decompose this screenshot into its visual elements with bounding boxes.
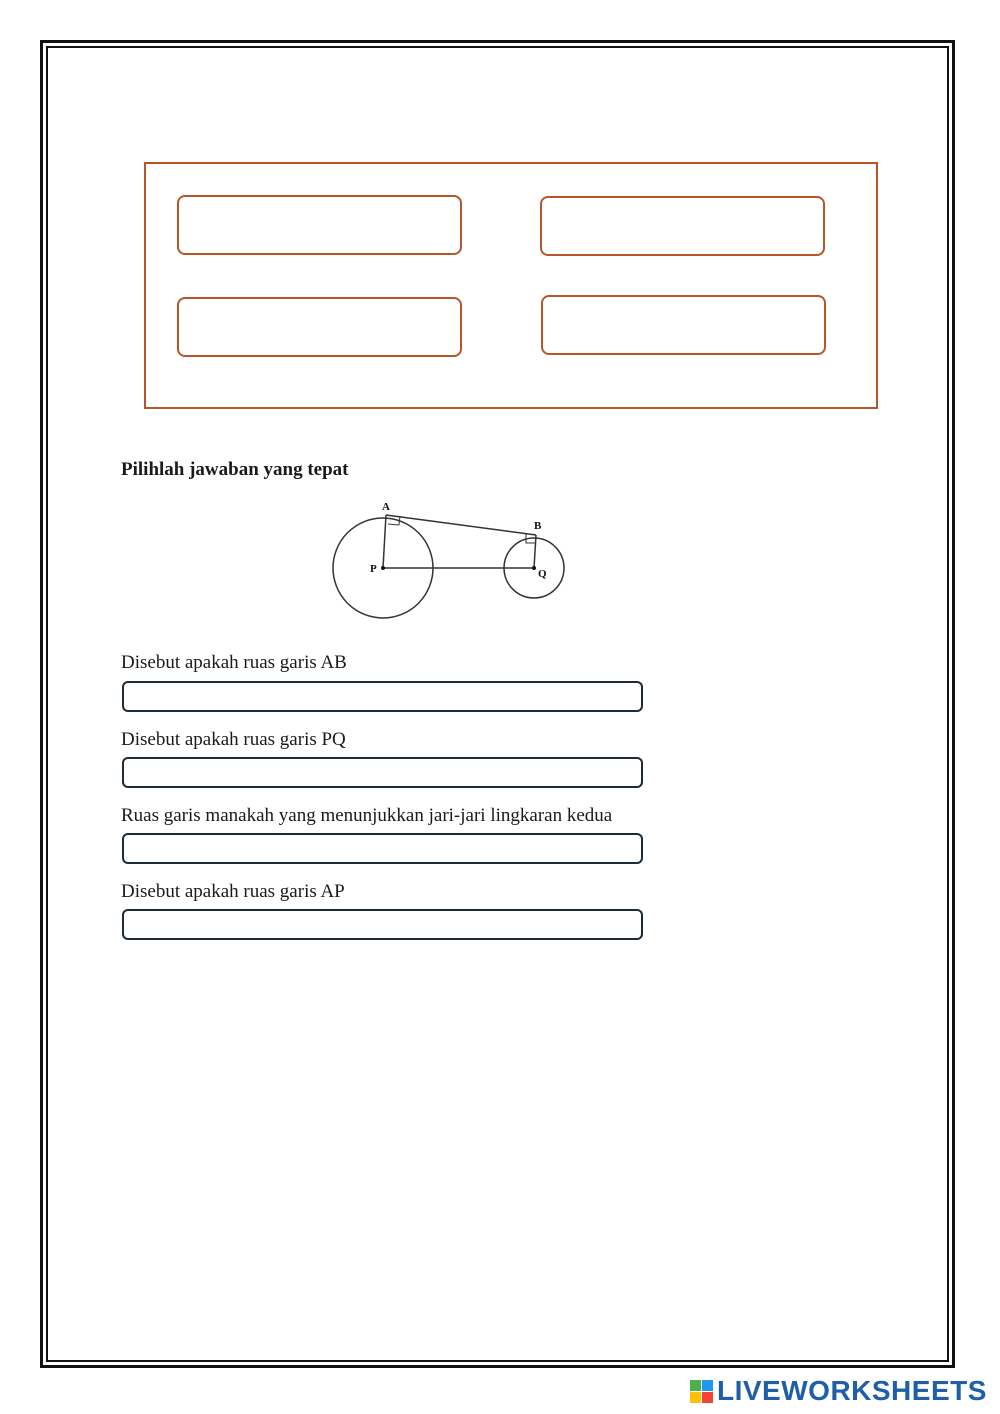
- liveworksheets-logo: [690, 1374, 987, 1408]
- answer-bank-slot-1[interactable]: [177, 195, 462, 255]
- label-b: B: [534, 520, 542, 532]
- radius-ap: [383, 515, 386, 568]
- instruction-heading: Pilihlah jawaban yang tepat: [121, 459, 349, 480]
- answer-bank-slot-4[interactable]: [541, 295, 826, 355]
- logo-text: LIVEWORKSHEETS: [717, 1375, 987, 1406]
- question-3-answer-input[interactable]: [122, 833, 643, 864]
- logo-grid-icon: [690, 1380, 713, 1403]
- answer-bank: [144, 162, 878, 409]
- radius-bq: [534, 535, 536, 568]
- question-3-text: Ruas garis manakah yang menunjukkan jari-jari lingkaran kedua: [121, 805, 613, 826]
- question-2-text: Disebut apakah ruas garis PQ: [121, 729, 346, 750]
- answer-bank-slot-3[interactable]: [177, 297, 462, 357]
- question-1-text: Disebut apakah ruas garis AB: [121, 652, 347, 673]
- question-4-answer-input[interactable]: [122, 909, 643, 940]
- answer-bank-slot-2[interactable]: [540, 196, 825, 256]
- question-2-answer-input[interactable]: [122, 757, 643, 788]
- label-a: A: [382, 501, 390, 513]
- point-p: [381, 566, 385, 570]
- question-4-text: Disebut apakah ruas garis AP: [121, 881, 345, 902]
- label-q: Q: [538, 568, 547, 580]
- label-p: P: [370, 563, 377, 575]
- question-1-answer-input[interactable]: [122, 681, 643, 712]
- tangent-circles-diagram: [322, 500, 572, 630]
- point-q: [532, 566, 536, 570]
